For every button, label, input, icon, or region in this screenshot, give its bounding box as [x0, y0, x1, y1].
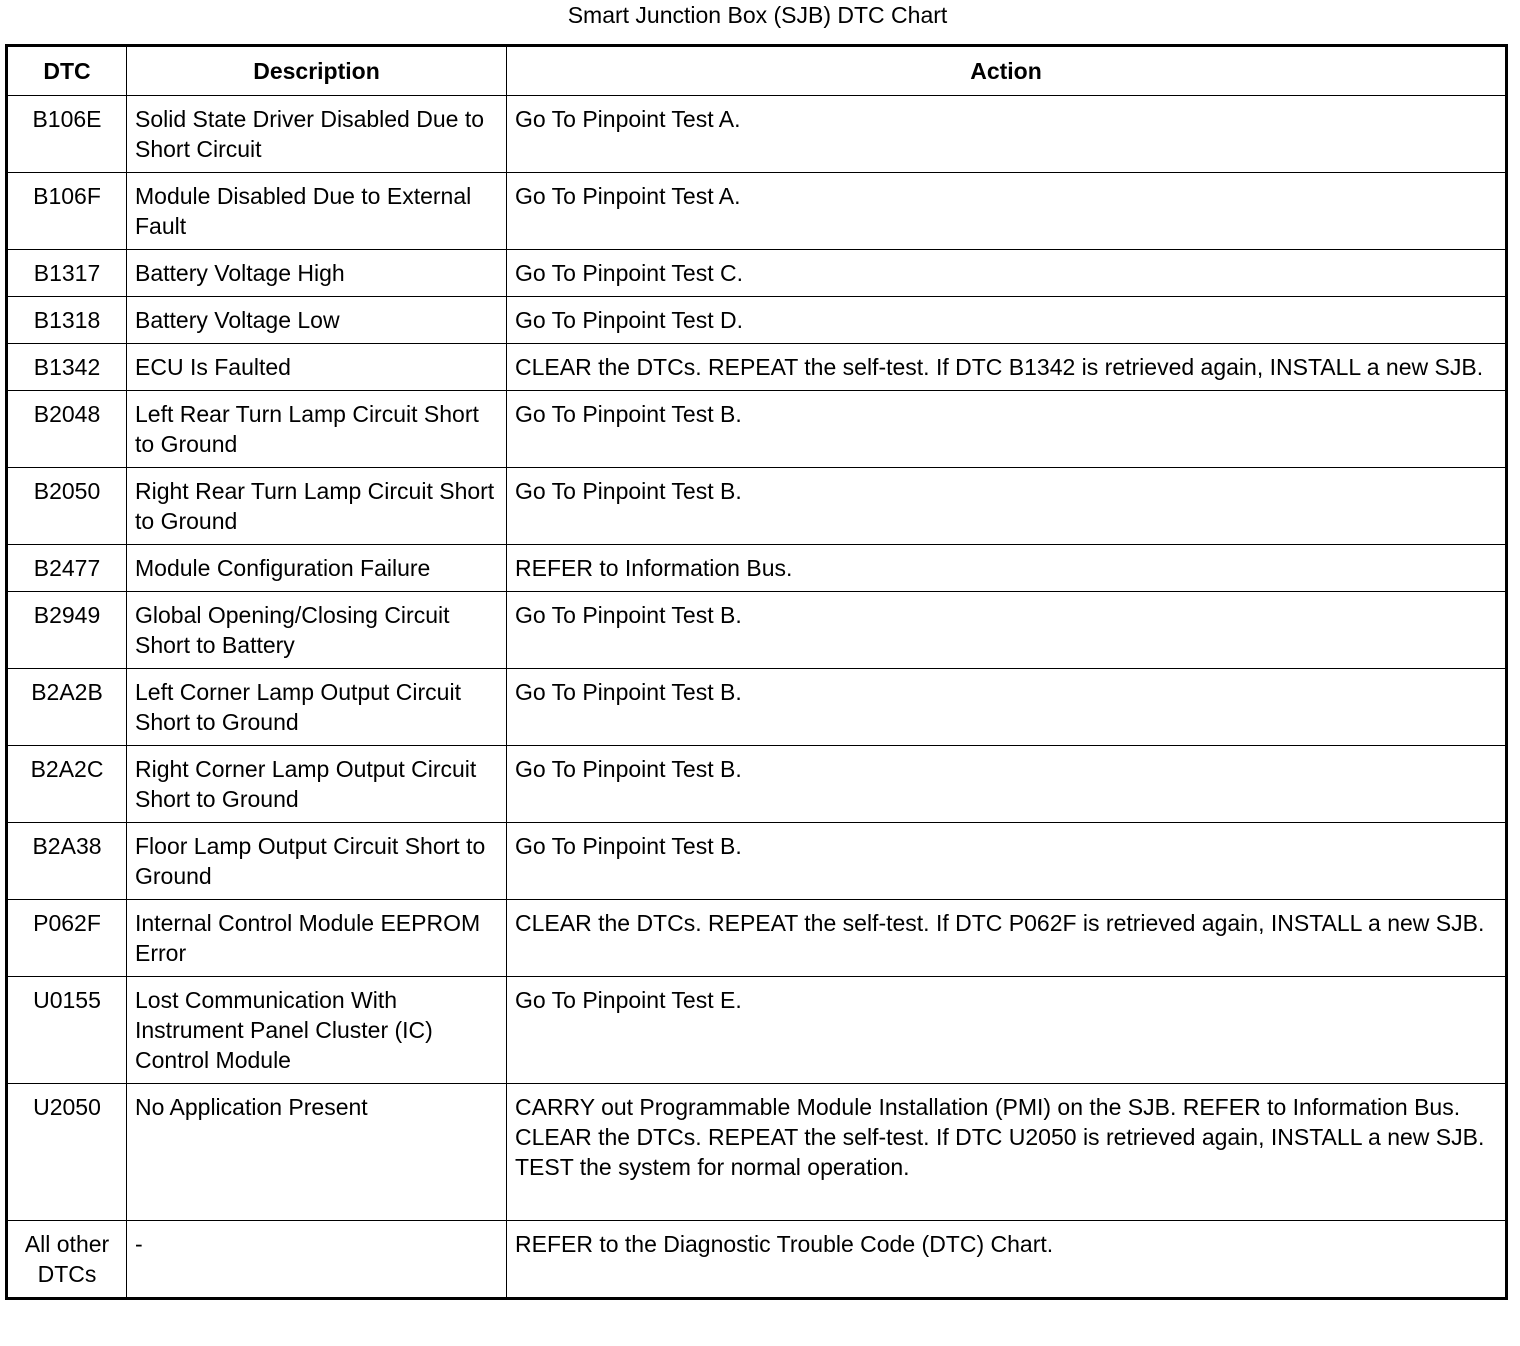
dtc-description: Floor Lamp Output Circuit Short to Ground [127, 823, 507, 900]
dtc-description: Lost Communication With Instrument Panel Cluster (IC) Control Module [127, 977, 507, 1084]
dtc-action: Go To Pinpoint Test A. [507, 173, 1507, 250]
dtc-description: Left Rear Turn Lamp Circuit Short to Ground [127, 391, 507, 468]
dtc-description: No Application Present [127, 1084, 507, 1221]
dtc-description: Battery Voltage Low [127, 297, 507, 344]
dtc-code: All other DTCs [7, 1221, 127, 1299]
dtc-action: Go To Pinpoint Test E. [507, 977, 1507, 1084]
dtc-code: U2050 [7, 1084, 127, 1221]
table-row [7, 297, 1507, 344]
dtc-description: Right Corner Lamp Output Circuit Short to Ground [127, 746, 507, 823]
header-row [7, 46, 1507, 96]
dtc-code: B1342 [7, 344, 127, 391]
dtc-code: B2A2C [7, 746, 127, 823]
table-row [7, 1084, 1507, 1221]
table-row [7, 96, 1507, 173]
header-dtc: DTC [7, 46, 127, 96]
header-action: Action [507, 46, 1507, 96]
dtc-code: P062F [7, 900, 127, 977]
dtc-description: Global Opening/Closing Circuit Short to Battery [127, 592, 507, 669]
dtc-description: Internal Control Module EEPROM Error [127, 900, 507, 977]
dtc-description: - [127, 1221, 507, 1299]
dtc-action: REFER to Information Bus. [507, 545, 1507, 592]
dtc-code: B106E [7, 96, 127, 173]
dtc-action: Go To Pinpoint Test B. [507, 823, 1507, 900]
dtc-description: ECU Is Faulted [127, 344, 507, 391]
dtc-description: Left Corner Lamp Output Circuit Short to Ground [127, 669, 507, 746]
table-row [7, 173, 1507, 250]
table-row [7, 250, 1507, 297]
chart-title: Smart Junction Box (SJB) DTC Chart [567, 2, 948, 28]
dtc-action: Go To Pinpoint Test B. [507, 746, 1507, 823]
dtc-action: CLEAR the DTCs. REPEAT the self-test. If DTC P062F is retrieved again, INSTALL a new SJB. [507, 900, 1507, 977]
dtc-action: Go To Pinpoint Test B. [507, 468, 1507, 545]
dtc-code: B2050 [7, 468, 127, 545]
table-row [7, 468, 1507, 545]
header-description: Description [127, 46, 507, 96]
table-row [7, 391, 1507, 468]
dtc-description: Right Rear Turn Lamp Circuit Short to Ground [127, 468, 507, 545]
table-row [7, 669, 1507, 746]
dtc-description: Battery Voltage High [127, 250, 507, 297]
dtc-code: U0155 [7, 977, 127, 1084]
dtc-action: Go To Pinpoint Test B. [507, 592, 1507, 669]
dtc-code: B106F [7, 173, 127, 250]
dtc-code: B2048 [7, 391, 127, 468]
dtc-code: B2949 [7, 592, 127, 669]
dtc-code: B1317 [7, 250, 127, 297]
table-row [7, 1221, 1507, 1299]
dtc-code: B2A2B [7, 669, 127, 746]
dtc-table [5, 44, 1508, 1300]
dtc-code: B2A38 [7, 823, 127, 900]
table-row [7, 823, 1507, 900]
dtc-action: REFER to the Diagnostic Trouble Code (DTC) Chart. [507, 1221, 1507, 1299]
dtc-code: B2477 [7, 545, 127, 592]
dtc-code: B1318 [7, 297, 127, 344]
dtc-action: Go To Pinpoint Test B. [507, 669, 1507, 746]
table-row [7, 344, 1507, 391]
dtc-description: Module Disabled Due to External Fault [127, 173, 507, 250]
dtc-action: Go To Pinpoint Test C. [507, 250, 1507, 297]
dtc-action: Go To Pinpoint Test A. [507, 96, 1507, 173]
dtc-action: CARRY out Programmable Module Installation (PMI) on the SJB. REFER to Information Bus. CLEAR the DTCs. REPEAT the self-test. If DTC U2050 is retrieved again, INSTALL a new SJB. TEST the system for normal operation. [507, 1084, 1507, 1221]
table-row [7, 592, 1507, 669]
table-row [7, 977, 1507, 1084]
dtc-description: Module Configuration Failure [127, 545, 507, 592]
dtc-action: Go To Pinpoint Test D. [507, 297, 1507, 344]
dtc-description: Solid State Driver Disabled Due to Short Circuit [127, 96, 507, 173]
table-row [7, 746, 1507, 823]
dtc-action: CLEAR the DTCs. REPEAT the self-test. If DTC B1342 is retrieved again, INSTALL a new SJB. [507, 344, 1507, 391]
table-row [7, 900, 1507, 977]
dtc-action: Go To Pinpoint Test B. [507, 391, 1507, 468]
table-row [7, 545, 1507, 592]
